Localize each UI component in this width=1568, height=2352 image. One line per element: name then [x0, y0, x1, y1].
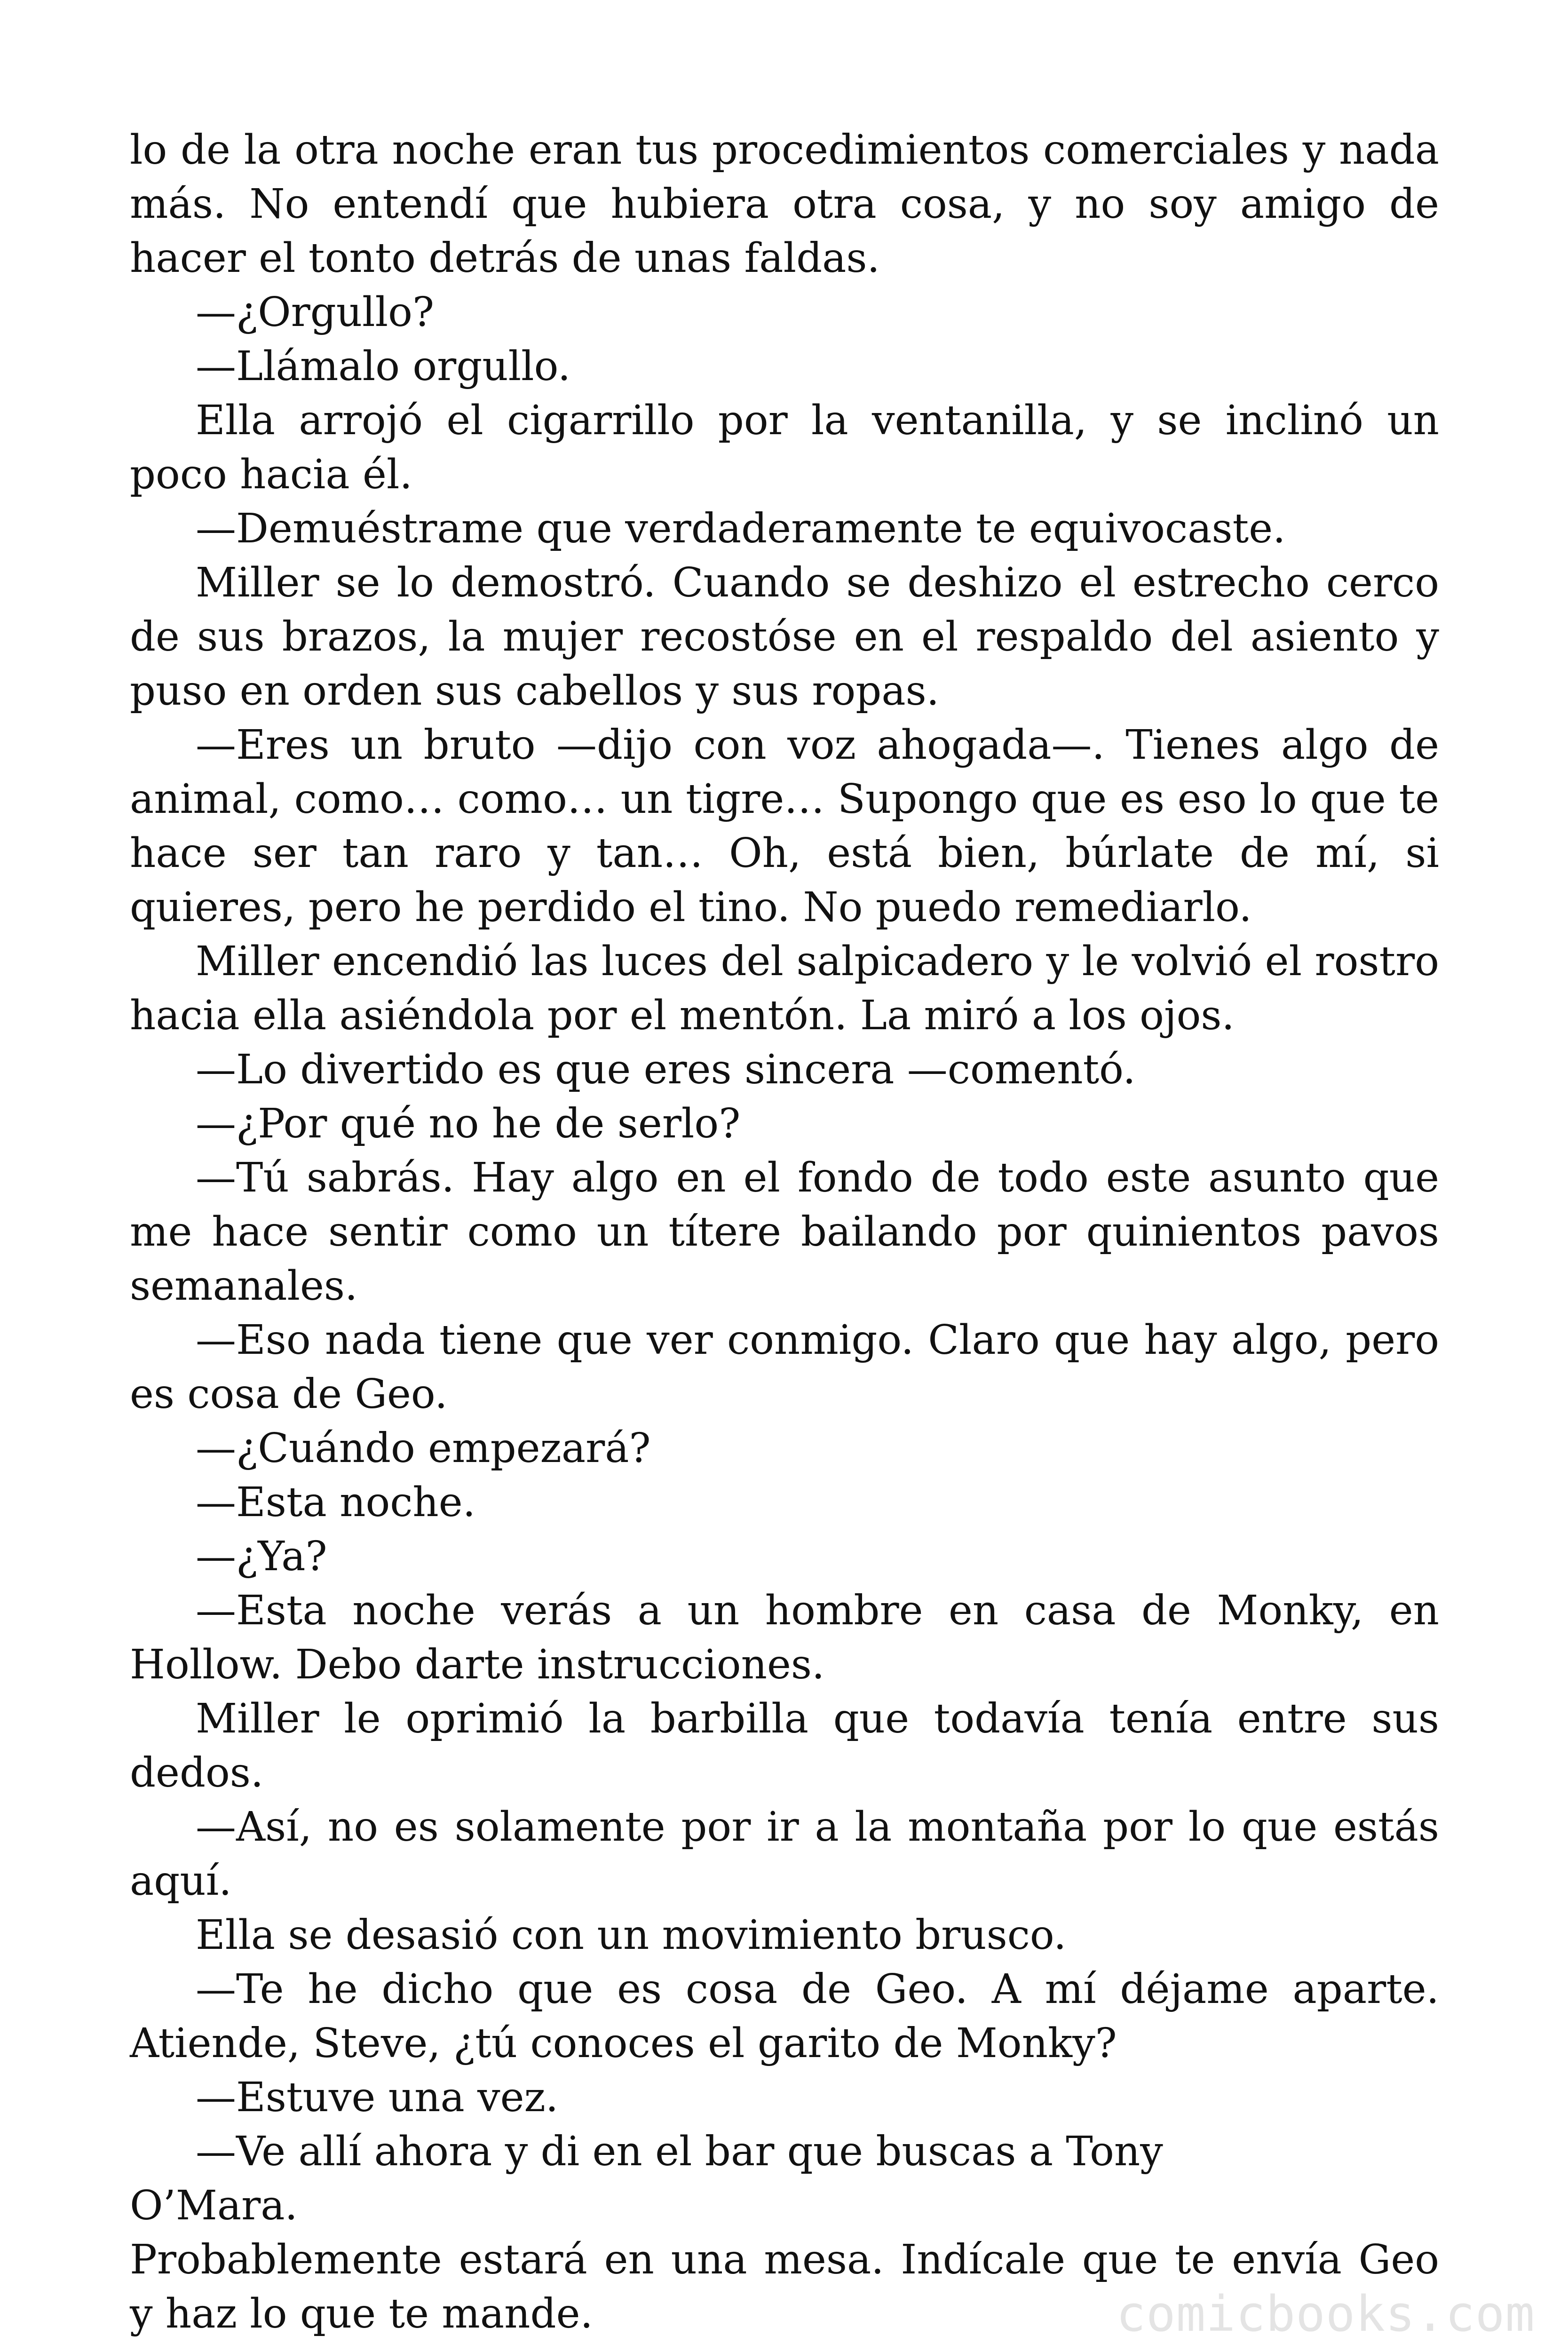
paragraph: —Llámalo orgullo. [196, 343, 571, 390]
paragraph: —¿Cuándo empezará? [196, 1425, 651, 1472]
paragraph: —Eso nada tiene que ver conmigo. Claro que hay algo, pero es cosa de Geo. [130, 1317, 1439, 1418]
paragraph: Ella arrojó el cigarrillo por la ventanilla, y se inclinó un poco hacia él. [130, 397, 1439, 498]
paragraph: —Esta noche verás a un hombre en casa de Monky, en Hollow. Debo darte instrucciones. [130, 1587, 1439, 1688]
watermark: comicbooks.com [1116, 2285, 1535, 2343]
paragraph: —Demuéstrame que verdaderamente te equivocaste. [196, 505, 1286, 552]
paragraph: O’Mara. [130, 2182, 298, 2229]
paragraph: Ella se desasió con un movimiento brusco. [196, 1912, 1067, 1959]
paragraph: Miller le oprimió la barbilla que todavía tenía entre sus dedos. [130, 1695, 1439, 1796]
paragraph: —Ve allí ahora y di en el bar que buscas a Tony [196, 2128, 1163, 2175]
paragraph: —Esta noche. [196, 1479, 476, 1526]
paragraph: —¿Por qué no he de serlo? [196, 1100, 741, 1147]
paragraph: Miller encendió las luces del salpicadero y le volvió el rostro hacia ella asiéndola por el mentón. La miró a los ojos. [130, 938, 1439, 1039]
paragraph: Probablemente estará en una mesa. Indícale que te envía Geo y haz lo que te mande. [130, 2236, 1439, 2337]
paragraph: Miller se lo demostró. Cuando se deshizo el estrecho cerco de sus brazos, la mujer recostóse en el respaldo del asiento y puso en orden sus cabellos y sus ropas. [130, 559, 1439, 715]
paragraph: —Estuve una vez. [196, 2074, 559, 2121]
paragraph: —Así, no es solamente por ir a la montaña por lo que estás aquí. [130, 1804, 1439, 1905]
paragraph: —Te he dicho que es cosa de Geo. A mí déjame aparte. Atiende, Steve, ¿tú conoces el garito de Monky? [130, 1966, 1439, 2067]
paragraph: —Eres un bruto —dijo con voz ahogada—. Tienes algo de animal, como… como… un tigre… Supongo que es eso lo que te hace ser tan raro y tan… Oh, está bien, búrlate de mí, si quieres, pero he perdido el tino. No puedo remediarlo. [130, 722, 1439, 931]
body-text [130, 123, 1439, 2341]
paragraph: —¿Ya? [196, 1533, 327, 1580]
paragraph: —Tú sabrás. Hay algo en el fondo de todo este asunto que me hace sentir como un títere bailando por quinientos pavos semanales. [130, 1154, 1439, 1310]
paragraph: —Lo divertido es que eres sincera —comentó. [196, 1046, 1136, 1093]
paragraph: lo de la otra noche eran tus procedimientos comerciales y nada más. No entendí que hubiera otra cosa, y no soy amigo de hacer el tonto detrás de unas faldas. [130, 127, 1439, 282]
paragraph: —¿Orgullo? [196, 289, 435, 336]
